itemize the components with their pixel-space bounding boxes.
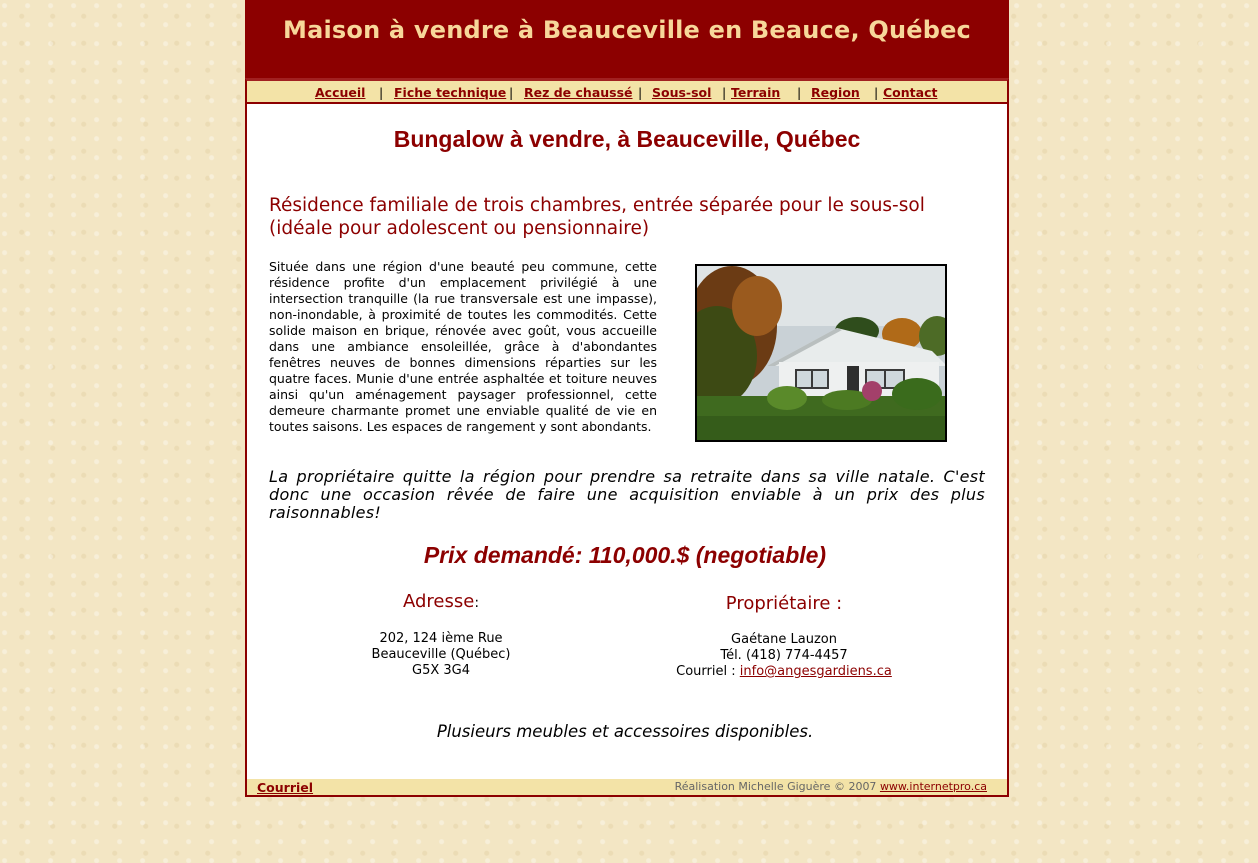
house-photo <box>695 264 947 442</box>
address-line-2: Beauceville (Québec) <box>371 647 511 662</box>
nav-link-terrain[interactable]: Terrain <box>731 85 781 100</box>
owner-email-link[interactable]: info@angesgardiens.ca <box>739 664 892 679</box>
footer-mail-link[interactable]: Courriel <box>257 780 314 795</box>
main-nav <box>245 78 1009 104</box>
address-heading-colon: : <box>474 595 480 611</box>
address-heading <box>351 591 531 612</box>
nav-link-rez-de-chausse[interactable]: Rez de chaussé <box>524 85 633 100</box>
site-header <box>245 0 1009 78</box>
page-title: Bungalow à vendre, à Beauceville, Québec <box>393 126 861 152</box>
furniture-note: Plusieurs meubles et accessoires disponibles. <box>436 722 814 741</box>
nav-link-sous-sol[interactable]: Sous-sol <box>652 85 712 100</box>
page-frame <box>245 0 1009 797</box>
footer-credit <box>675 780 987 793</box>
nav-link-fiche-technique[interactable]: Fiche technique <box>394 85 507 100</box>
subtitle: Résidence familiale de trois chambres, entrée séparée pour le sous-sol (idéale pour adolescent ou pensionnaire) <box>269 195 925 239</box>
owner-heading: Propriétaire : <box>725 593 843 614</box>
asking-price: Prix demandé: 110,000.$ (negotiable) <box>423 542 827 568</box>
address-block <box>351 591 531 679</box>
footer-credit-text: Réalisation Michelle Giguère © 2007 <box>674 780 880 793</box>
nav-separator: | <box>722 85 727 100</box>
site-footer <box>245 779 1009 797</box>
house-photo-illustration <box>697 266 945 440</box>
nav-link-contact[interactable]: Contact <box>883 85 938 100</box>
nav-link-accueil[interactable]: Accueil <box>315 85 366 100</box>
owner-email-row <box>654 664 914 680</box>
nav-separator: | <box>797 85 802 100</box>
owner-name: Gaétane Lauzon <box>731 632 837 647</box>
nav-separator: | <box>874 85 879 100</box>
address-line-1: 202, 124 ième Rue <box>379 631 503 646</box>
nav-separator: | <box>509 85 514 100</box>
nav-separator: | <box>638 85 643 100</box>
main-content <box>245 104 1009 779</box>
footer-credit-link[interactable]: www.internetpro.ca <box>879 780 987 793</box>
owner-email-label: Courriel : <box>676 664 740 679</box>
site-title: Maison à vendre à Beauceville en Beauce, Québec <box>283 16 971 44</box>
address-heading-text: Adresse <box>402 591 475 612</box>
nav-separator: | <box>379 85 384 100</box>
address-line-3: G5X 3G4 <box>412 663 470 678</box>
owner-phone: Tél. (418) 774-4457 <box>720 648 848 663</box>
owner-block <box>654 593 914 680</box>
nav-link-region[interactable]: Region <box>811 85 860 100</box>
retirement-paragraph: La propriétaire quitte la région pour prendre sa retraite dans sa ville natale. C'est donc une occasion rêvée de faire une acquisition enviable à un prix des plus raisonnables! <box>269 467 985 522</box>
description-text: Située dans une région d'une beauté peu commune, cette résidence profite d'un emplacement privilégié à une intersection tranquille (la rue transversale est une impasse), non-inondable, à proximité de toutes les commodités. Cette solide maison en brique, rénovée avec goût, vous accueille dans une ambiance ensoleillée, grâce à d'abondantes fenêtres neuves de bonnes dimensions réparties sur les quatre faces. Munie d'une entrée asphaltée et toiture neuves ainsi qu'un aménagement paysager professionnel, cette demeure charmante promet une enviable qualité de vie en toutes saisons. Les espaces de rangement y sont abondants. <box>269 259 657 434</box>
